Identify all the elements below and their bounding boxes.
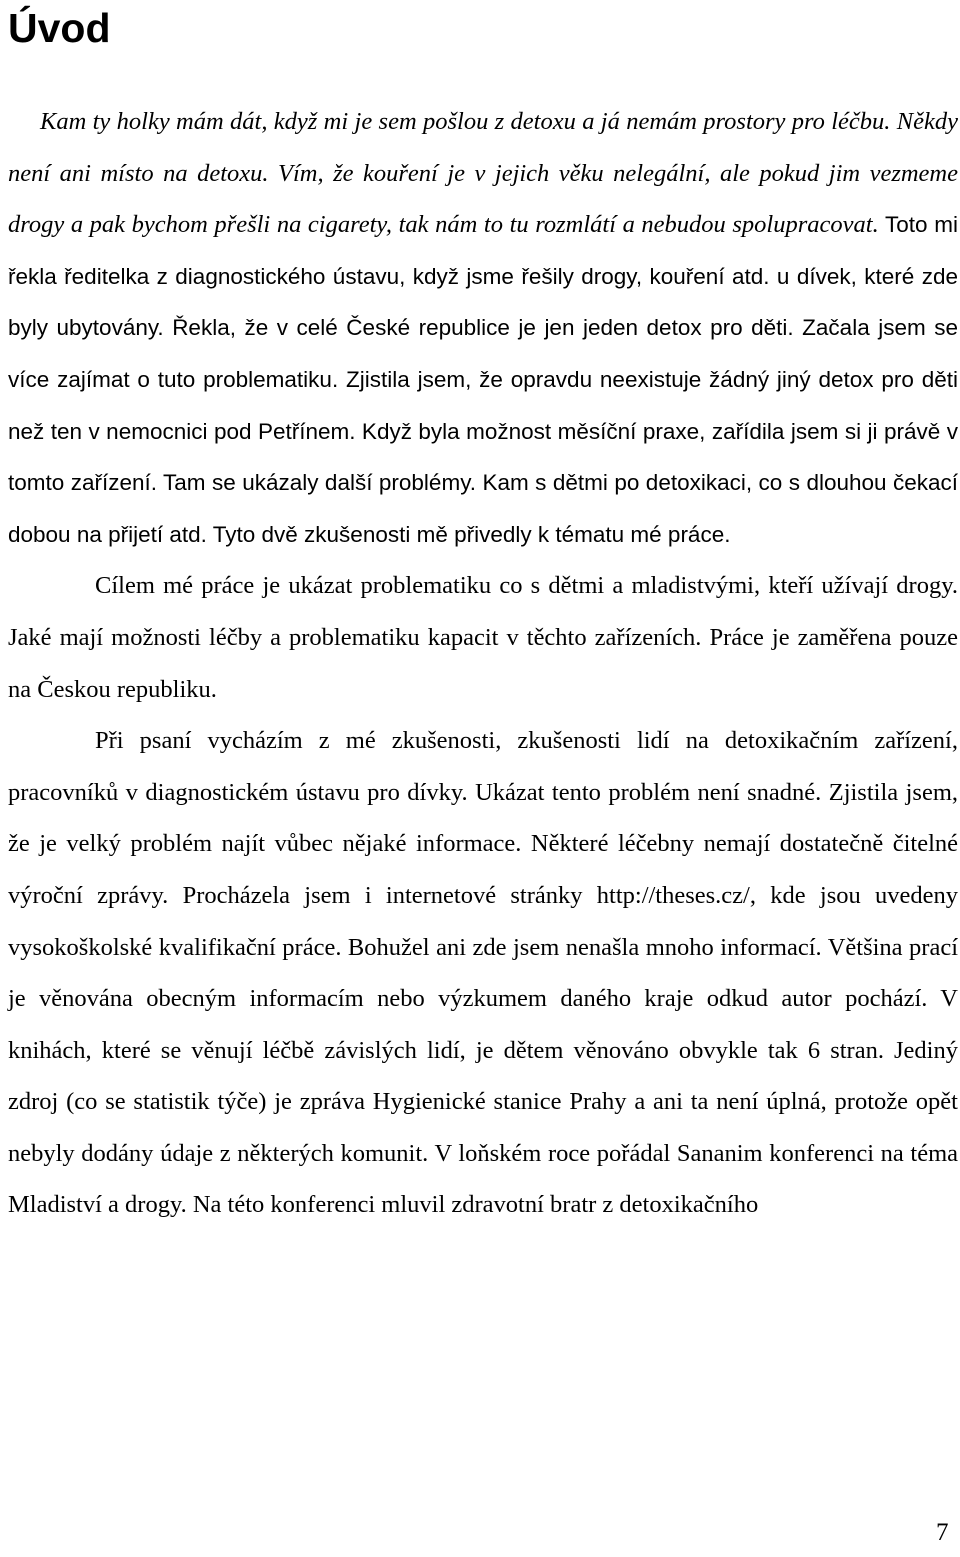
body-text [8,96,958,1231]
paragraph-intro [8,96,958,560]
paragraph-goal: Cílem mé práce je ukázat problematiku co s dětmi a mladistvými, kteří užívají drogy. Jaké mají možnosti léčby a problematiku kapacit v těchto zařízeních. Práce je zaměřena pouze na Českou republiku. [8,572,958,703]
page-number: 7 [936,1519,949,1546]
paragraph-sources: Při psaní vycházím z mé zkušenosti, zkušenosti lidí na detoxikačním zařízení, pracovníků v diagnostickém ústavu pro dívky. Ukázat tento problém není snadné. Zjistila jsem, že je velký problém najít vůbec nějaké informace. Některé léčebny nemají dostatečně čitelné výroční zprávy. Procházela jsem i internetové stránky http://theses.cz/, kde jsou uvedeny vysokoškolské kvalifikační práce. Bohužel ani zde jsem nenašla mnoho informací. Většina prací je věnována obecným informacím nebo výzkumem daného kraje odkud autor pochází. V knihách, které se věnují léčbě závislých lidí, je dětem věnováno obvykle tak 6 stran. Jediný zdroj (co se statistik týče) je zpráva Hygienické stanice Prahy a ani ta není úplná, protože opět nebyly dodány údaje z některých komunit. V loňském roce pořádal Sananim konferenci na téma Mladiství a drogy. Na této konferenci mluvil zdravotní bratr z detoxikačního [8,727,958,1219]
intro-text: Toto mi řekla ředitelka z diagnostického ústavu, když jsme řešily drogy, kouření atd. u dívek, které zde byly ubytovány. Řekla, že v celé České republice je jen jeden detox pro děti. Začala jsem se více zajímat o tuto problematiku. Zjistila jsem, že opravdu neexistuje žádný jiný detox pro děti než ten v nemocnici pod Petřínem. Když byla možnost měsíční praxe, zařídila jsem si ji právě v tomto zařízení. Tam se ukázaly další problémy. Kam s dětmi po detoxikaci, co s dlouhou čekací dobou na přijetí atd. Tyto dvě zkušenosti mě přivedly k tématu mé práce. [8,212,958,547]
section-heading: Úvod [8,5,111,51]
intro-quote: Kam ty holky mám dát, když mi je sem pošlou z detoxu a já nemám prostory pro léčbu. Někdy není ani místo na detoxu. Vím, že kouření je v jejich věku nelegální, ale pokud jim vezmeme drogy a pak bychom přešli na cigarety, tak nám to tu rozmlátí a nebudou spolupracovat. [8,108,958,239]
